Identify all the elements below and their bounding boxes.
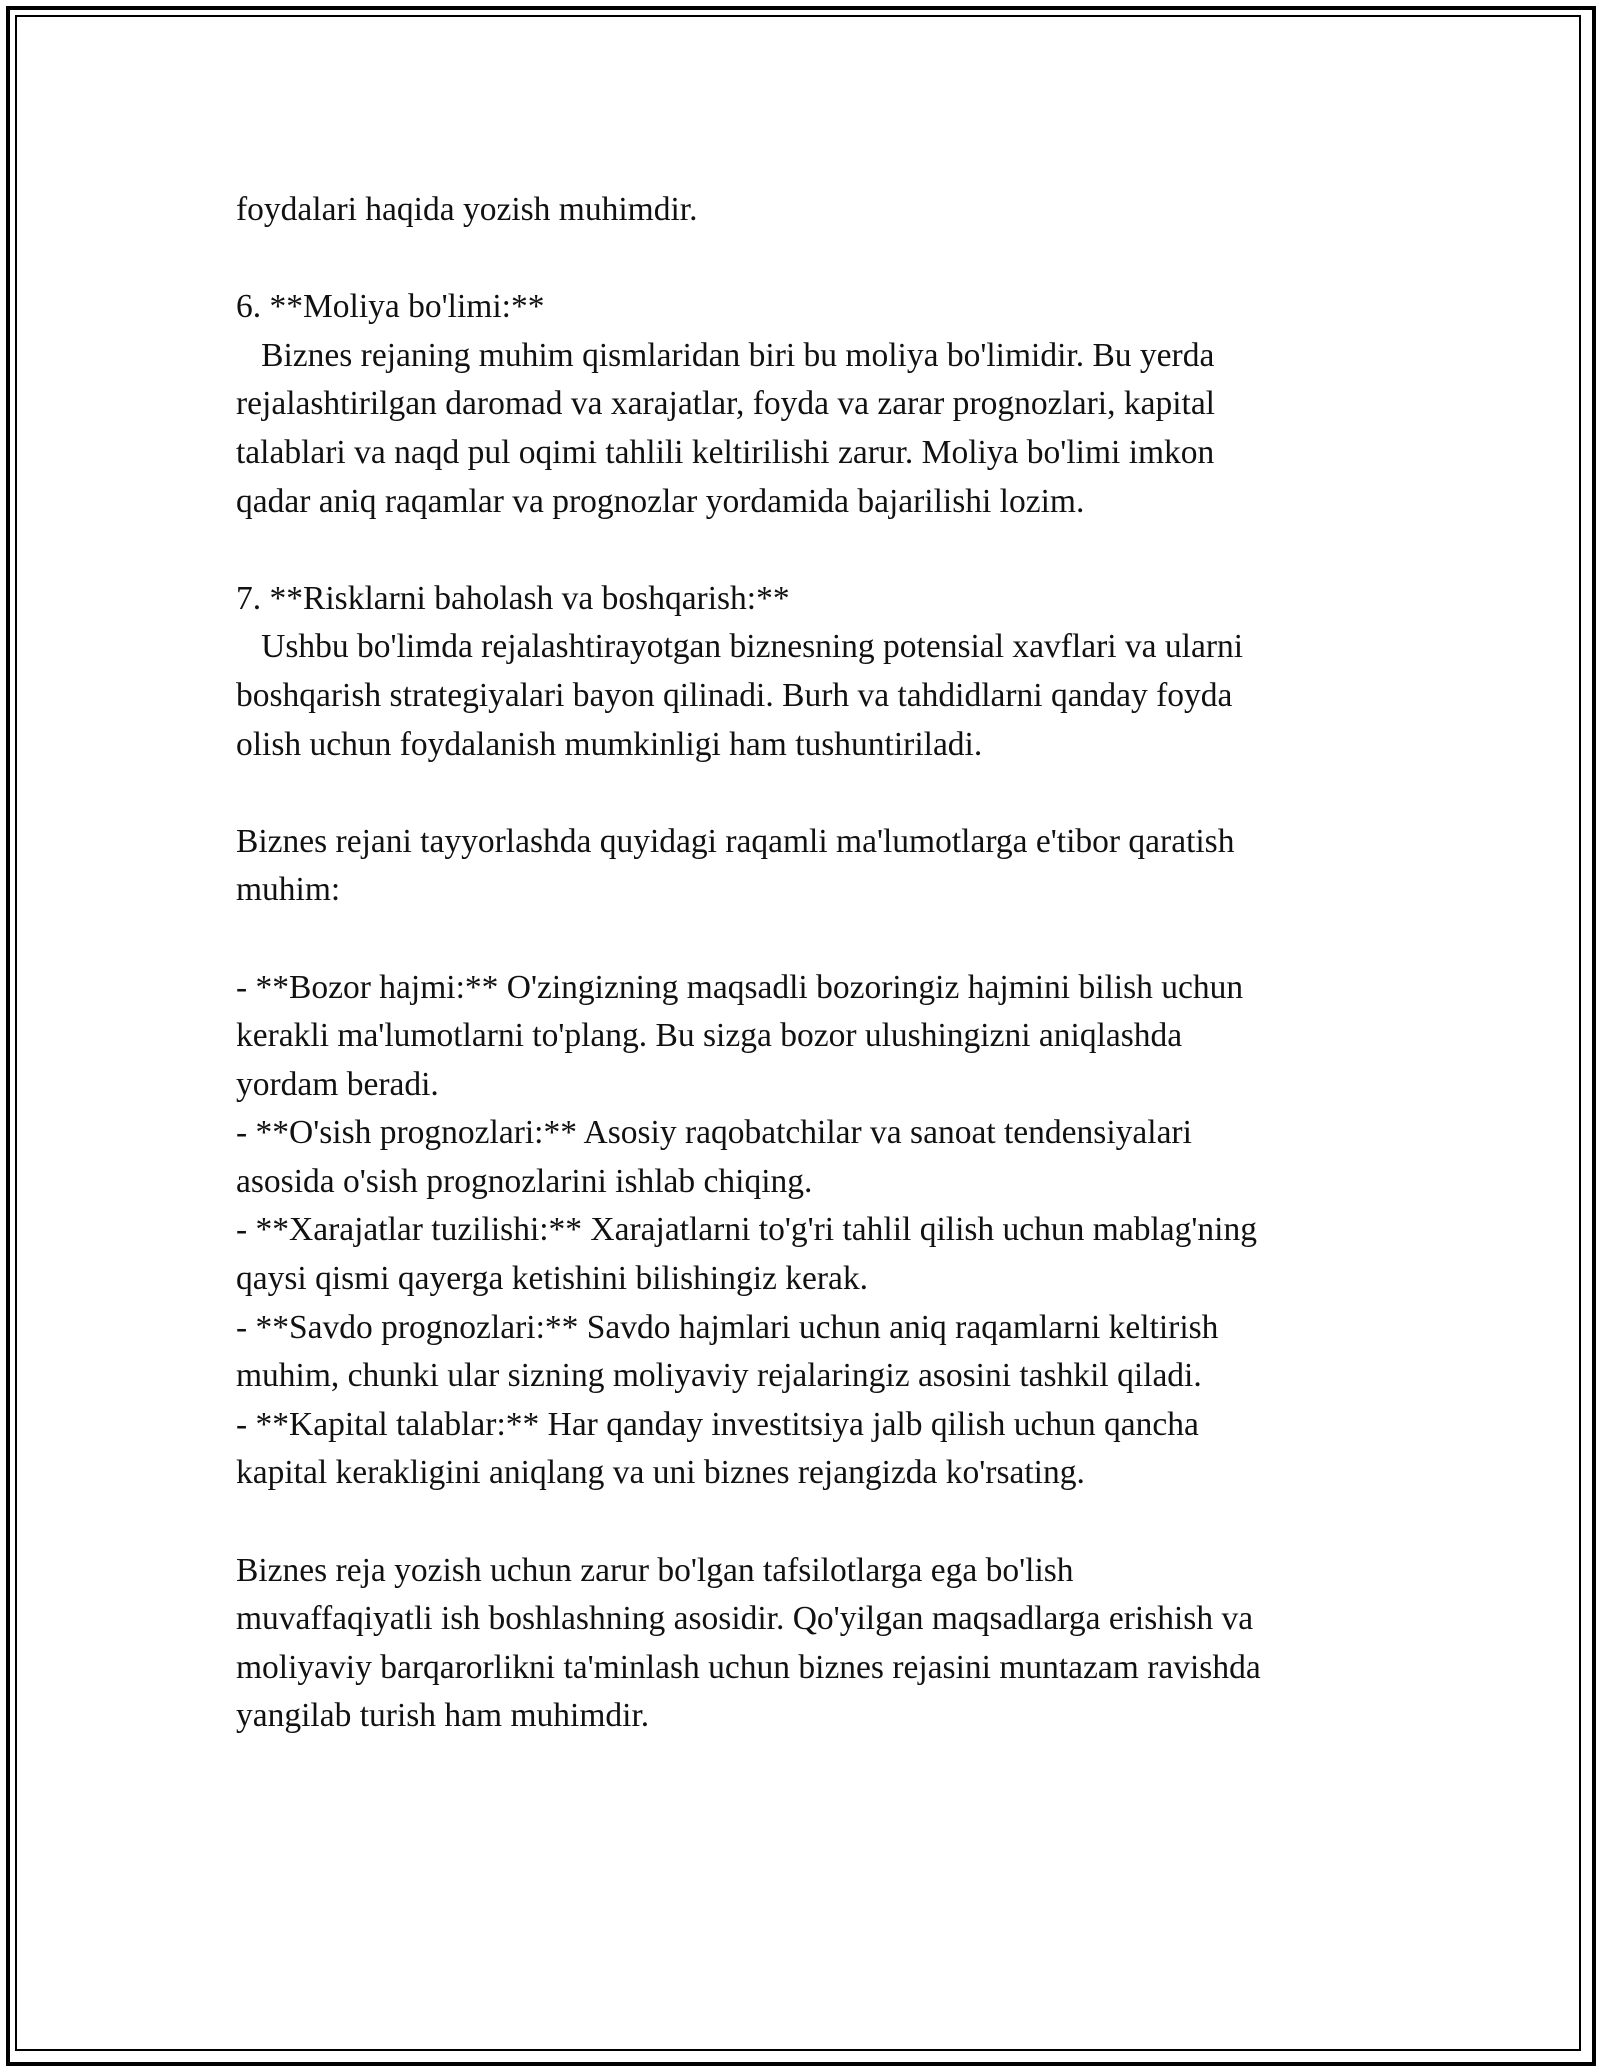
list-item-savdo-prognozlari: - **Savdo prognozlari:** Savdo hajmlari uchun aniq raqamlarni keltirish: [236, 1308, 1219, 1346]
list-item-xarajatlar-tuzilishi: - **Xarajatlar tuzilishi:** Xarajatlarni to'g'ri tahlil qilish uchun mablag'ning: [236, 1211, 1257, 1249]
section-heading-7: 7. **Risklarni baholash va boshqarish:**: [236, 579, 790, 617]
list-item-kapital-talablar: - **Kapital talablar:** Har qanday investitsiya jalb qilish uchun qancha: [236, 1405, 1199, 1443]
text-line: kapital kerakligini aniqlang va uni biznes rejangizda ko'rsating.: [236, 1454, 1085, 1492]
text-line: Ushbu bo'limda rejalashtirayotgan biznesning potensial xavflari va ularni: [236, 628, 1244, 666]
section-heading-6: 6. **Moliya bo'limi:**: [236, 288, 545, 326]
text-line: Biznes reja yozish uchun zarur bo'lgan tafsilotlarga ega bo'lish: [236, 1551, 1074, 1589]
paragraph-gap: [236, 915, 1396, 964]
text-line: asosida o'sish prognozlarini ishlab chiqing.: [236, 1162, 813, 1200]
text-line: yordam beradi.: [236, 1065, 439, 1103]
paragraph-gap: [236, 1498, 1396, 1547]
text-line: olish uchun foydalanish mumkinligi ham tushuntiriladi.: [236, 725, 983, 763]
text-line: qadar aniq raqamlar va prognozlar yordamida bajarilishi lozim.: [236, 482, 1085, 520]
text-line: muhim, chunki ular sizning moliyaviy rejalaringiz asosini tashkil qiladi.: [236, 1357, 1202, 1395]
text-line: moliyaviy barqarorlikni ta'minlash uchun biznes rejasini muntazam ravishda: [236, 1648, 1261, 1686]
text-line: Biznes rejaning muhim qismlaridan biri bu moliya bo'limidir. Bu yerda: [236, 336, 1215, 374]
paragraph-gap: [236, 235, 1396, 284]
text-line: talablari va naqd pul oqimi tahlili keltirilishi zarur. Moliya bo'limi imkon: [236, 433, 1215, 471]
text-line: muhim:: [236, 871, 341, 909]
text-line: qaysi qismi qayerga ketishini bilishingiz kerak.: [236, 1260, 869, 1298]
text-line: kerakli ma'lumotlarni to'plang. Bu sizga bozor ulushingizni aniqlashda: [236, 1017, 1183, 1055]
text-line: rejalashtirilgan daromad va xarajatlar, foyda va zarar prognozlari, kapital: [236, 385, 1215, 423]
text-line: yangilab turish ham muhimdir.: [236, 1697, 650, 1735]
text-line: Biznes rejani tayyorlashda quyidagi raqamli ma'lumotlarga e'tibor qaratish: [236, 822, 1235, 860]
text-line: foydalari haqida yozish muhimdir.: [236, 191, 698, 228]
text-line: boshqarish strategiyalari bayon qilinadi. Burh va tahdidlarni qanday foyda: [236, 676, 1233, 714]
list-item-bozor-hajmi: - **Bozor hajmi:** O'zingizning maqsadli bozoringiz hajmini bilish uchun: [236, 968, 1244, 1006]
document-body: [236, 186, 1396, 1741]
paragraph-gap: [236, 526, 1396, 575]
text-line: muvaffaqiyatli ish boshlashning asosidir. Qo'yilgan maqsadlarga erishish va: [236, 1600, 1254, 1638]
paragraph-gap: [236, 769, 1396, 818]
list-item-osish-prognozlari: - **O'sish prognozlari:** Asosiy raqobatchilar va sanoat tendensiyalari: [236, 1114, 1192, 1152]
